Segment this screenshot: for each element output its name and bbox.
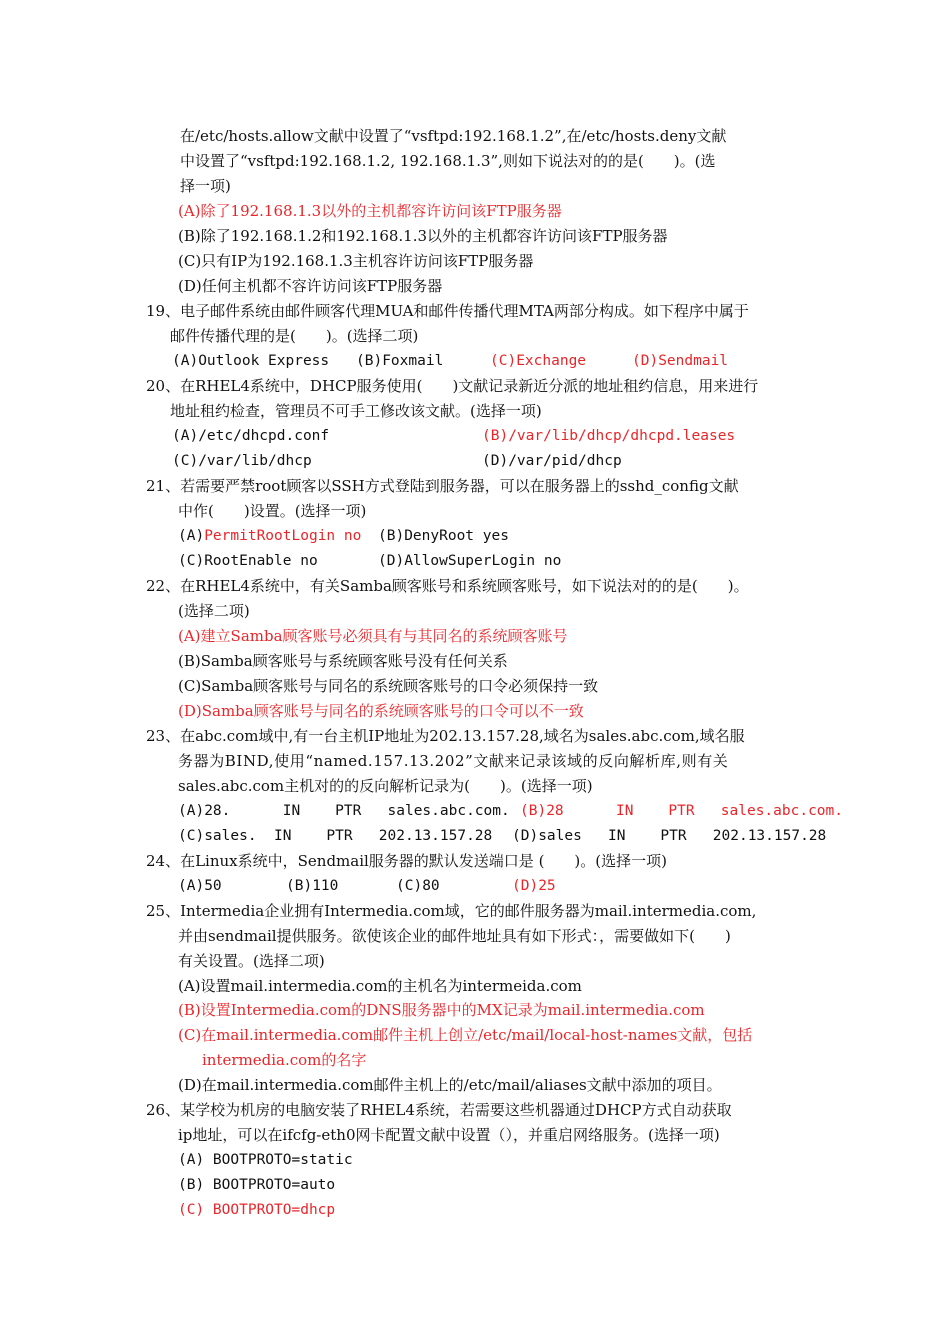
- q21-stem-line-1: 21、若需要严禁root顾客以SSH方式登陆到服务器，可以在服务器上的sshd_config文献: [146, 477, 739, 495]
- q24-option-b: (B)110: [286, 878, 339, 894]
- q24-option-a: (A)50: [178, 878, 222, 894]
- q19-stem-line-1: 19、电子邮件系统由邮件顾客代理MUA和邮件传播代理MTA两部分构成。如下程序中属于: [146, 302, 749, 320]
- q23-option-c: (C)sales. IN PTR 202.13.157.28: [178, 828, 493, 844]
- q20-stem-line-2: 地址租约检查，管理员不可手工修改该文献。(选择一项): [170, 402, 542, 420]
- q22-stem-line-2: (选择二项): [178, 602, 250, 620]
- q23-option-b: (B)28 IN PTR sales.abc.com.: [520, 803, 844, 819]
- q25-stem-line-1: 25、Intermedia企业拥有Intermedia.com域，它的邮件服务器为mail.intermedia.com,: [146, 902, 757, 920]
- q20-stem-line-1: 20、在RHEL4系统中，DHCP服务使用( )文献记录新近分派的地址租约信息，用来进行: [146, 377, 759, 395]
- q18-option-d: (D)任何主机都不容许访问该FTP服务器: [178, 277, 443, 295]
- q20-option-a: (A)/etc/dhcpd.conf: [172, 428, 330, 444]
- q25-option-b: (B)设置Intermedia.com的DNS服务器中的MX记录为mail.intermedia.com: [178, 1001, 705, 1019]
- q22-option-a: (A)建立Samba顾客账号必须具有与其同名的系统顾客账号: [178, 627, 568, 645]
- q21-option-a-text: PermitRootLogin no: [204, 528, 362, 544]
- q21-option-a: [178, 526, 361, 546]
- q20-option-d: (D)/var/pid/dhcp: [482, 453, 622, 469]
- q18-stem-line-1: 在/etc/hosts.allow文献中设置了“vsftpd:192.168.1.2”,在/etc/hosts.deny文献: [180, 127, 727, 145]
- q24-option-d: (D)25: [512, 878, 556, 894]
- q18-option-c: (C)只有IP为192.168.1.3主机容许访问该FTP服务器: [178, 252, 534, 270]
- q18-stem-line-2: 中设置了“vsftpd:192.168.1.2, 192.168.1.3”,则如下说法对的的是( )。(选: [180, 152, 716, 170]
- q23-stem-line-2: 务器为BIND,使用“named.157.13.202”文献来记录该域的反向解析库,则有关: [178, 752, 729, 770]
- q22-option-c: (C)Samba顾客账号与同名的系统顾客账号的口令必须保持一致: [178, 677, 599, 695]
- q26-option-a: (A) BOOTPROTO=static: [178, 1152, 353, 1168]
- q18-option-a: (A)除了192.168.1.3以外的主机都容许访问该FTP服务器: [178, 202, 562, 220]
- q21-option-a-prefix: (A): [178, 528, 205, 544]
- q26-stem-line-2: ip地址，可以在ifcfg-eth0网卡配置文献中设置（），并重启网络服务。(选择一项): [178, 1126, 720, 1144]
- q25-option-c-line-2: intermedia.com的名字: [202, 1051, 367, 1069]
- q24-option-c: (C)80: [396, 878, 440, 894]
- q19-option-d: (D)Sendmail: [632, 353, 729, 369]
- q20-option-c: (C)/var/lib/dhcp: [172, 453, 312, 469]
- q19-stem-line-2: 邮件传播代理的是( )。(选择二项): [170, 327, 419, 345]
- q18-option-b: (B)除了192.168.1.2和192.168.1.3以外的主机都容许访问该FTP服务器: [178, 227, 668, 245]
- q25-option-a: (A)设置mail.intermedia.com的主机名为intermeida.com: [178, 977, 582, 995]
- q20-option-b: (B)/var/lib/dhcp/dhcpd.leases: [482, 428, 736, 444]
- q23-stem-line-1: 23、在abc.com域中,有一台主机IP地址为202.13.157.28,域名为sales.abc.com,域名服: [146, 727, 745, 745]
- q26-option-b: (B) BOOTPROTO=auto: [178, 1177, 336, 1193]
- q24-stem-line-1: 24、在Linux系统中，Sendmail服务器的默认发送端口是 ( )。(选择一项): [146, 852, 667, 870]
- q21-option-b: (B)DenyRoot yes: [378, 528, 509, 544]
- q25-stem-line-3: 有关设置。(选择二项): [178, 952, 325, 970]
- q26-option-c: (C) BOOTPROTO=dhcp: [178, 1202, 336, 1218]
- q22-stem-line-1: 22、在RHEL4系统中，有关Samba顾客账号和系统顾客账号，如下说法对的的是( )。: [146, 577, 749, 595]
- q19-option-b: (B)Foxmail: [356, 353, 444, 369]
- q21-stem-line-2: 中作( )设置。(选择一项): [178, 502, 367, 520]
- q21-option-c: (C)RootEnable no: [178, 553, 318, 569]
- q18-stem-line-3: 择一项): [180, 177, 231, 195]
- q22-option-b: (B)Samba顾客账号与系统顾客账号没有任何关系: [178, 652, 508, 670]
- q25-stem-line-2: 并由sendmail提供服务。欲使该企业的邮件地址具有如下形式：，需要做如下( ): [178, 927, 731, 945]
- q19-option-c: (C)Exchange: [490, 353, 587, 369]
- q23-option-a: (A)28. IN PTR sales.abc.com.: [178, 803, 510, 819]
- q21-option-d: (D)AllowSuperLogin no: [378, 553, 562, 569]
- q25-option-c-line-1: (C)在mail.intermedia.com邮件主机上创立/etc/mail/local-host-names文献，包括: [178, 1026, 753, 1044]
- q22-option-d: (D)Samba顾客账号与同名的系统顾客账号的口令可以不一致: [178, 702, 584, 720]
- q19-option-a: (A)Outlook Express: [172, 353, 330, 369]
- q25-option-d: (D)在mail.intermedia.com邮件主机上的/etc/mail/aliases文献中添加的项目。: [178, 1076, 722, 1094]
- q23-stem-line-3: sales.abc.com主机对的的反向解析记录为( )。(选择一项): [178, 777, 593, 795]
- q26-stem-line-1: 26、某学校为机房的电脑安装了RHEL4系统，若需要这些机器通过DHCP方式自动获取: [146, 1101, 732, 1119]
- q23-option-d: (D)sales IN PTR 202.13.157.28: [512, 828, 827, 844]
